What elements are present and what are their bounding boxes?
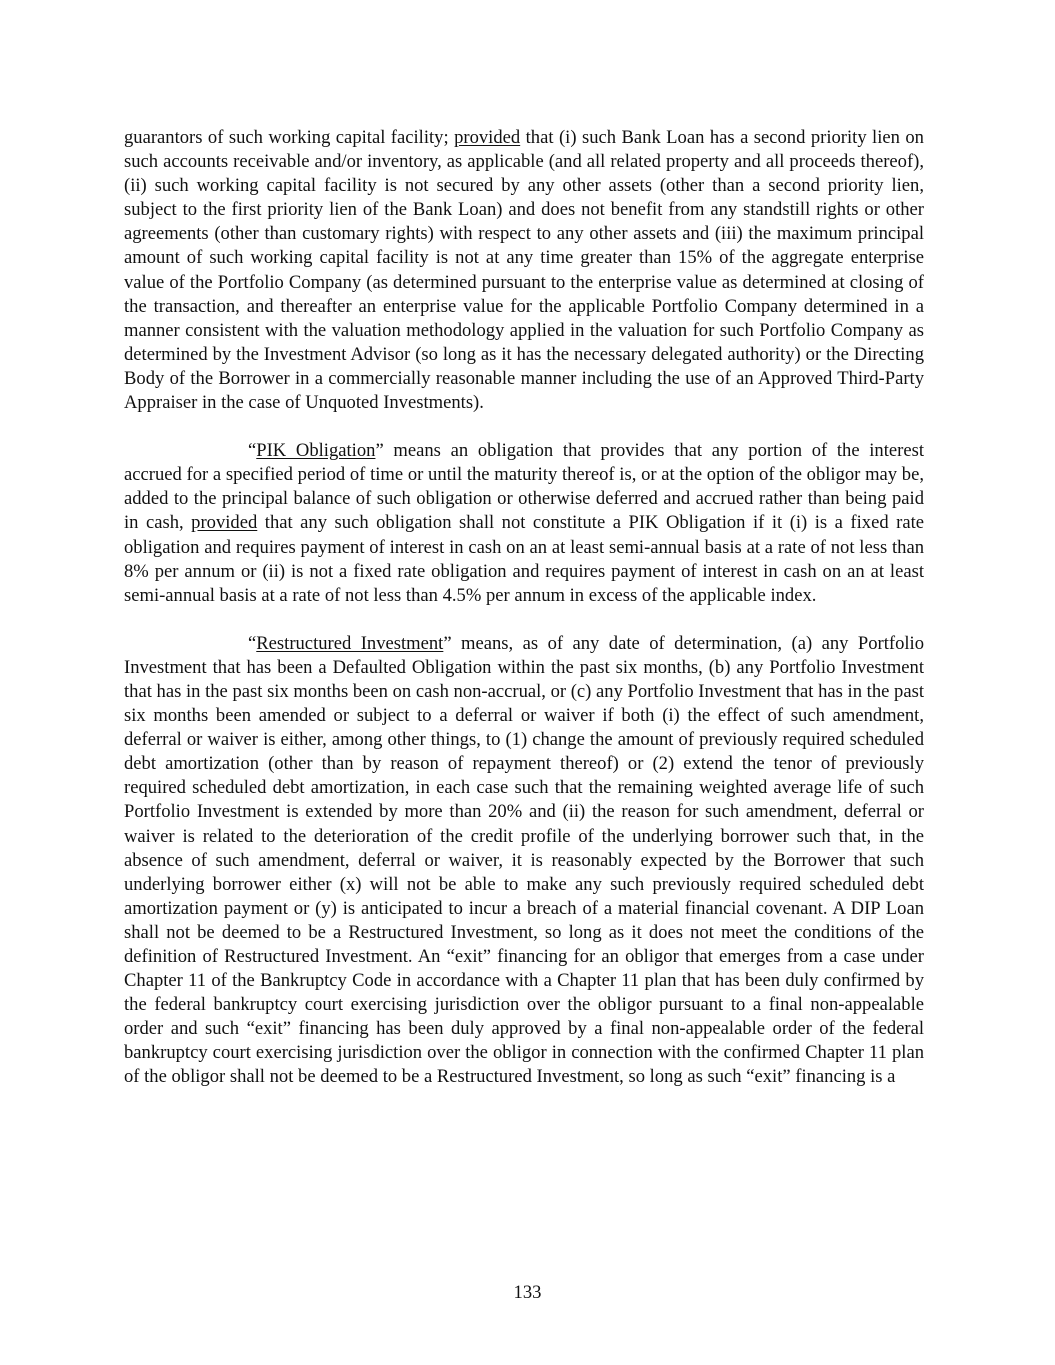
- paragraph-working-capital-continuation: [124, 126, 924, 415]
- definition-text: ” means, as of any date of determination, (a) any Portfolio Investment that has been a Defaulted Obligation within the past six months, (b) any Portfolio Investment that has in the past six months been on cash non-accrual, or (c) any Portfolio Investment that has in the past six months been amended or subject to a deferral or waiver if both (i) the effect of such amendment, deferral or waiver is either, among other things, to (1) change the amount of previously required scheduled debt amortization (other than by reason of repayment thereof) or (2) extend the tenor of previously required scheduled debt amortization, in each case such that the remaining weighted average life of such Portfolio Investment is extended by more than 20% and (ii) the reason for such amendment, deferral or waiver is related to the deterioration of the credit profile of the underlying borrower such that, in the absence of such amendment, deferral or waiver, it is reasonably expected by the Borrower that such underlying borrower either (x) will not be able to make any such previously required scheduled debt amortization payment or (y) is anticipated to incur a breach of a material financial covenant. A DIP Loan shall not be deemed to be a Restructured Investment, so long as it does not meet the conditions of the definition of Restructured Investment. An “exit” financing for an obligor that emerges from a case under Chapter 11 of the Bankruptcy Code in accordance with a Chapter 11 plan that has been duly confirmed by the federal bankruptcy court exercising jurisdiction over the obligor pursuant to a final non-appealable order and such “exit” financing has been duly approved by a final non-appealable order of the federal bankruptcy court exercising jurisdiction over the obligor in connection with the confirmed Chapter 11 plan of the obligor shall not be deemed to be a Restructured Investment, so long as such “exit” financing is a: [124, 632, 924, 1088]
- paragraph-text: that (i) such Bank Loan has a second priority lien on such accounts receivable and/or inventory, as applicable (and all related property and all proceeds thereof), (ii) such working capital facility is not secured by any other assets (other than a second priority lien, subject to the first priority lien of the Bank Loan) and does not benefit from any standstill rights or other agreements (other than customary rights) with respect to any other assets and (iii) the maximum principal amount of such working capital facility is not at any time greater than 15% of the aggregate enterprise value of the Portfolio Company (as determined pursuant to the enterprise value as determined at closing of the transaction, and thereafter an enterprise value for the applicable Portfolio Company determined in a manner consistent with the valuation methodology applied in the valuation for such Portfolio Company as determined by the Investment Advisor (so long as it has the necessary delegated authority) or the Directing Body of the Borrower in a commercially reasonable manner including the use of an Approved Third-Party Appraiser in the case of Unquoted Investments).: [124, 127, 924, 414]
- provided-term: provided: [454, 127, 521, 148]
- definition-text: that any such obligation shall not constitute a PIK Obligation if it (i) is a fixed rate obligation and requires payment of interest in cash on an at least semi-annual basis at a rate of not less than 8% per annum or (ii) is not a fixed rate obligation and requires payment of interest in cash on an at least semi-annual basis at a rate of not less than 4.5% per annum in excess of the applicable index.: [124, 512, 924, 606]
- paragraph-text: guarantors of such working capital facility;: [124, 127, 455, 148]
- defined-term-pik-obligation: PIK Obligation: [256, 440, 376, 462]
- definition-text: ” means an obligation that provides that any portion of the interest accrued for a specified period of time or until the maturity thereof is, or at the option of the obligor may be, added to the principal balance of such obligation or otherwise deferred and accrued rather than being paid in cash,: [124, 440, 924, 534]
- open-quote: “: [248, 632, 257, 654]
- page-number: 133: [513, 1282, 542, 1303]
- definition-restructured-investment: [124, 632, 924, 1090]
- definition-pik-obligation: [124, 439, 924, 608]
- provided-term: provided: [191, 512, 258, 534]
- open-quote: “: [248, 440, 257, 462]
- page-body: [124, 126, 924, 1090]
- defined-term-restructured-investment: Restructured Investment: [256, 632, 444, 654]
